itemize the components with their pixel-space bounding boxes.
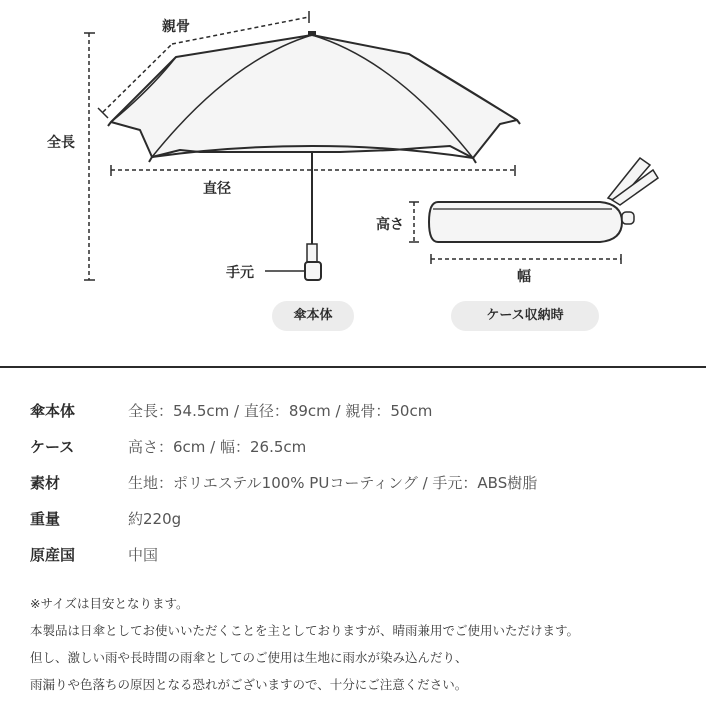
handle-label: 手元 [226,265,254,281]
case-width-dimension [431,254,621,264]
note-line: 但し、激しい雨や長時間の雨傘としてのご使用は生地に雨水が染み込んだり、 [30,650,468,665]
rib-label: 親骨 [162,19,190,35]
total-length-label: 全長 [47,135,75,151]
diameter-label: 直径 [203,181,231,197]
spec-value: 全長：54.5cm / 直径：89cm / 親骨：50cm [128,402,433,420]
case-width-label: 幅 [517,269,531,285]
diagram-graphics [0,0,706,350]
case-height-dimension [409,202,419,242]
spec-key: 重量 [30,510,61,528]
total-length-dimension [84,33,95,280]
spec-value: 約220g [128,510,182,528]
spec-key: 素材 [30,474,61,492]
umbrella-body-badge: 傘本体 [272,301,354,331]
note-line: ※サイズは目安となります。 [30,596,189,611]
note-line: 本製品は日傘としてお使いいただくことを主としておりますが、晴雨兼用でご使用いただけます。 [30,623,580,638]
spec-value: 高さ：6cm / 幅：26.5cm [128,438,307,456]
case-height-label: 高さ [376,217,404,233]
section-divider [0,366,706,368]
spec-value: 中国 [128,546,159,564]
note-line: 雨漏りや色落ちの原因となる恐れがございますので、十分にご注意ください。 [30,677,468,692]
spec-value: 生地：ポリエステル100% PUコーティング / 手元：ABS樹脂 [128,474,538,492]
spec-key: 傘本体 [30,402,76,420]
size-diagram [0,0,706,350]
spec-key: 原産国 [30,546,76,564]
spec-key: ケース [30,438,75,456]
case-stored-badge: ケース収納時 [451,301,599,331]
